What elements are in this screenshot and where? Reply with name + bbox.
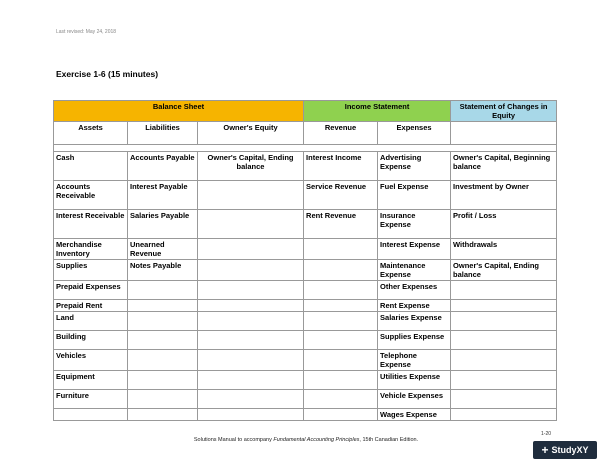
cell-revenue [304, 281, 378, 300]
cell-assets: Vehicles [54, 350, 128, 371]
changes-equity-header: Statement of Changes in Equity [451, 101, 557, 122]
cell-expenses: Insurance Expense [378, 210, 451, 239]
balance-sheet-header: Balance Sheet [54, 101, 304, 122]
cell-expenses: Wages Expense [378, 409, 451, 421]
table-row [54, 152, 557, 181]
cell-assets: Prepaid Rent [54, 300, 128, 312]
cell-equity: Withdrawals [451, 239, 557, 260]
cell-assets: Interest Receivable [54, 210, 128, 239]
table-row [54, 181, 557, 210]
cell-liabilities: Interest Payable [128, 181, 198, 210]
cell-assets: Furniture [54, 390, 128, 409]
column-header-assets: Assets [54, 122, 128, 145]
cell-expenses: Utilities Expense [378, 371, 451, 390]
cell-owners-equity [198, 281, 304, 300]
cell-liabilities [128, 390, 198, 409]
cell-owners-equity: Owner's Capital, Ending balance [198, 152, 304, 181]
table-row [54, 281, 557, 300]
cell-equity [451, 350, 557, 371]
cell-revenue: Interest Income [304, 152, 378, 181]
cell-equity: Owner's Capital, Ending balance [451, 260, 557, 281]
cell-revenue [304, 409, 378, 421]
table-row [54, 409, 557, 421]
cell-owners-equity [198, 409, 304, 421]
cell-owners-equity [198, 239, 304, 260]
cell-revenue [304, 371, 378, 390]
cell-expenses: Salaries Expense [378, 312, 451, 331]
column-header-liabilities: Liabilities [128, 122, 198, 145]
cell-revenue: Rent Revenue [304, 210, 378, 239]
cell-expenses: Advertising Expense [378, 152, 451, 181]
cell-assets: Prepaid Expenses [54, 281, 128, 300]
cell-revenue [304, 331, 378, 350]
studyxy-logo [533, 441, 597, 459]
page-number: 1-20 [541, 431, 552, 437]
cell-liabilities [128, 409, 198, 421]
classification-table [53, 100, 557, 421]
cell-revenue [304, 350, 378, 371]
cell-revenue: Service Revenue [304, 181, 378, 210]
cell-equity [451, 300, 557, 312]
cell-revenue [304, 239, 378, 260]
table-row [54, 350, 557, 371]
cell-liabilities [128, 281, 198, 300]
table-row [54, 312, 557, 331]
cell-equity: Profit / Loss [451, 210, 557, 239]
cell-expenses: Maintenance Expense [378, 260, 451, 281]
cell-liabilities: Accounts Payable [128, 152, 198, 181]
cell-equity [451, 281, 557, 300]
cell-owners-equity [198, 260, 304, 281]
cell-expenses: Other Expenses [378, 281, 451, 300]
cell-owners-equity [198, 181, 304, 210]
cell-equity [451, 390, 557, 409]
cell-owners-equity [198, 371, 304, 390]
cell-revenue [304, 300, 378, 312]
cell-liabilities [128, 371, 198, 390]
cell-equity: Owner's Capital, Beginning balance [451, 152, 557, 181]
cell-equity [451, 331, 557, 350]
cell-liabilities: Unearned Revenue [128, 239, 198, 260]
footer-prefix: Solutions Manual to accompany [193, 437, 274, 443]
cell-assets: Building [54, 331, 128, 350]
cell-liabilities: Salaries Payable [128, 210, 198, 239]
table-row [54, 210, 557, 239]
column-header-revenue: Revenue [304, 122, 378, 145]
cell-liabilities [128, 350, 198, 371]
header-divider [54, 145, 557, 152]
cell-liabilities [128, 300, 198, 312]
footer-suffix: , 15th Canadian Edition. [359, 437, 419, 443]
cell-equity: Investment by Owner [451, 181, 557, 210]
cell-expenses: Vehicle Expenses [378, 390, 451, 409]
cell-owners-equity [198, 350, 304, 371]
cell-assets: Cash [54, 152, 128, 181]
table-row [54, 371, 557, 390]
logo-text: StudyXY [551, 445, 589, 455]
cell-assets: Land [54, 312, 128, 331]
table-row [54, 239, 557, 260]
cell-owners-equity [198, 331, 304, 350]
column-header-owners-equity: Owner's Equity [198, 122, 304, 145]
cell-revenue [304, 312, 378, 331]
cell-assets: Merchandise Inventory [54, 239, 128, 260]
cell-revenue [304, 260, 378, 281]
cell-assets: Accounts Receivable [54, 181, 128, 210]
cell-assets [54, 409, 128, 421]
cell-equity [451, 409, 557, 421]
table-row [54, 331, 557, 350]
cell-assets: Supplies [54, 260, 128, 281]
cell-equity [451, 312, 557, 331]
cell-expenses: Rent Expense [378, 300, 451, 312]
cell-equity [451, 371, 557, 390]
cell-expenses: Fuel Expense [378, 181, 451, 210]
cell-revenue [304, 390, 378, 409]
cell-assets: Equipment [54, 371, 128, 390]
table-row [54, 260, 557, 281]
cell-expenses: Interest Expense [378, 239, 451, 260]
revision-date: Last revised: May 24, 2018 [56, 29, 117, 35]
cell-owners-equity [198, 390, 304, 409]
table-row [54, 300, 557, 312]
cell-expenses: Supplies Expense [378, 331, 451, 350]
page-footer [0, 437, 612, 443]
column-header-expenses: Expenses [378, 122, 451, 145]
column-header-equity [451, 122, 557, 145]
cell-expenses: Telephone Expense [378, 350, 451, 371]
cell-liabilities [128, 331, 198, 350]
footer-book-title: Fundamental Accounting Principles [273, 437, 360, 443]
cell-liabilities [128, 312, 198, 331]
cell-owners-equity [198, 210, 304, 239]
exercise-title: Exercise 1-6 (15 minutes) [56, 69, 159, 79]
plus-icon: + [541, 443, 549, 457]
cell-owners-equity [198, 300, 304, 312]
cell-liabilities: Notes Payable [128, 260, 198, 281]
income-statement-header: Income Statement [304, 101, 451, 122]
cell-owners-equity [198, 312, 304, 331]
table-row [54, 390, 557, 409]
